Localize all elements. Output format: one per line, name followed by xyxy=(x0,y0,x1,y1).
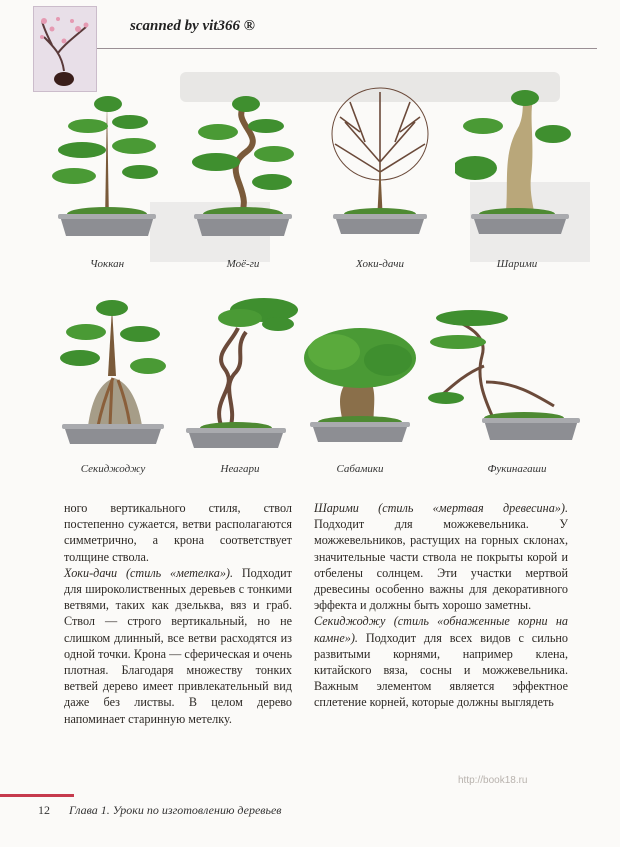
right-text-column xyxy=(314,500,568,711)
caption-neagari: Неагари xyxy=(220,463,260,475)
term-hokidachi: Хоки-дачи (стиль «метелка»). xyxy=(64,565,234,580)
paragraph-sharimiki-body: Подходит для можжевельника. У можжевельников, растущих на горных склонах, значительные части ствола не покрыты корой и отбелены солнцем. Эти участки мертвой древесины особенно важны для декоративного эффекта и должны быть хорошо заметны. xyxy=(314,517,568,613)
paragraph-sharimiki xyxy=(314,500,568,613)
page-number: 12 xyxy=(38,803,50,817)
bonsai-neagari-illustration xyxy=(180,288,300,456)
paragraph-sekijoju xyxy=(314,613,568,710)
scan-credit: scanned by vit366 ® xyxy=(130,18,255,34)
caption-chokkan: Чоккан xyxy=(89,258,125,270)
term-sharimiki: Шарими (стиль «мертвая древесина»). xyxy=(314,501,568,515)
footer-accent-bar xyxy=(0,794,74,797)
caption-sabamiki: Сабамики xyxy=(336,463,384,475)
bonsai-moyogi-illustration xyxy=(188,92,298,242)
bonsai-sabamiki-illustration xyxy=(300,318,420,456)
paragraph-sekijoju-body: Подходит для всех видов с сильно развитыми корнями, например клена, китайского вяза, сосны и можжевельника. Важным элементом является эффектное сплетение корней, которые должны выглядеть xyxy=(314,630,568,710)
caption-hokidachi: Хоки-дачи xyxy=(356,258,404,270)
caption-sekijoju: Секиджоджу xyxy=(80,463,146,475)
site-watermark: http://book18.ru xyxy=(458,775,528,786)
paragraph-chokkan-end: ного вертикального стиля, ствол постепенно сужается, ветви располагаются симметрично, а крона соответствует толщине ствола. xyxy=(64,501,292,564)
caption-fukinagashi: Фукинагаши xyxy=(487,463,547,475)
paragraph-hokidachi-body: Подходит для широколиственных деревьев с тонкими ветвями, таких как дзельква, вяз и граб. Ствол — строго вертикальный, но не слишком длинный, все ветви расходятся из одной точки. Крона — сферическая и очень плотная. Благодаря множеству тонких ветвей дерево имеет привлекательный вид даже без листвы. В целом дерево напоминает старинную метелку. xyxy=(64,565,292,726)
bonsai-hokidachi-illustration xyxy=(325,82,435,242)
term-sekijoju: Секиджоджу (стиль «обнаженные корни на камне»). xyxy=(314,614,568,645)
caption-moyogi: Моё-ги xyxy=(226,258,260,270)
chapter-logo xyxy=(33,6,97,92)
left-text-column xyxy=(64,500,292,727)
header-divider xyxy=(97,48,597,49)
page-footer xyxy=(38,803,281,818)
caption-sharimiki: Шарими xyxy=(496,258,538,270)
sakura-bonsai-icon xyxy=(34,7,96,91)
bonsai-sekijoju-illustration xyxy=(58,296,168,456)
bonsai-chokkan-illustration xyxy=(52,92,162,242)
bonsai-sharimiki-illustration xyxy=(455,86,575,242)
chapter-title: Глава 1. Уроки по изготовлению деревьев xyxy=(69,803,282,817)
paragraph-hokidachi xyxy=(64,565,292,727)
bonsai-fukinagashi-illustration xyxy=(424,302,580,450)
